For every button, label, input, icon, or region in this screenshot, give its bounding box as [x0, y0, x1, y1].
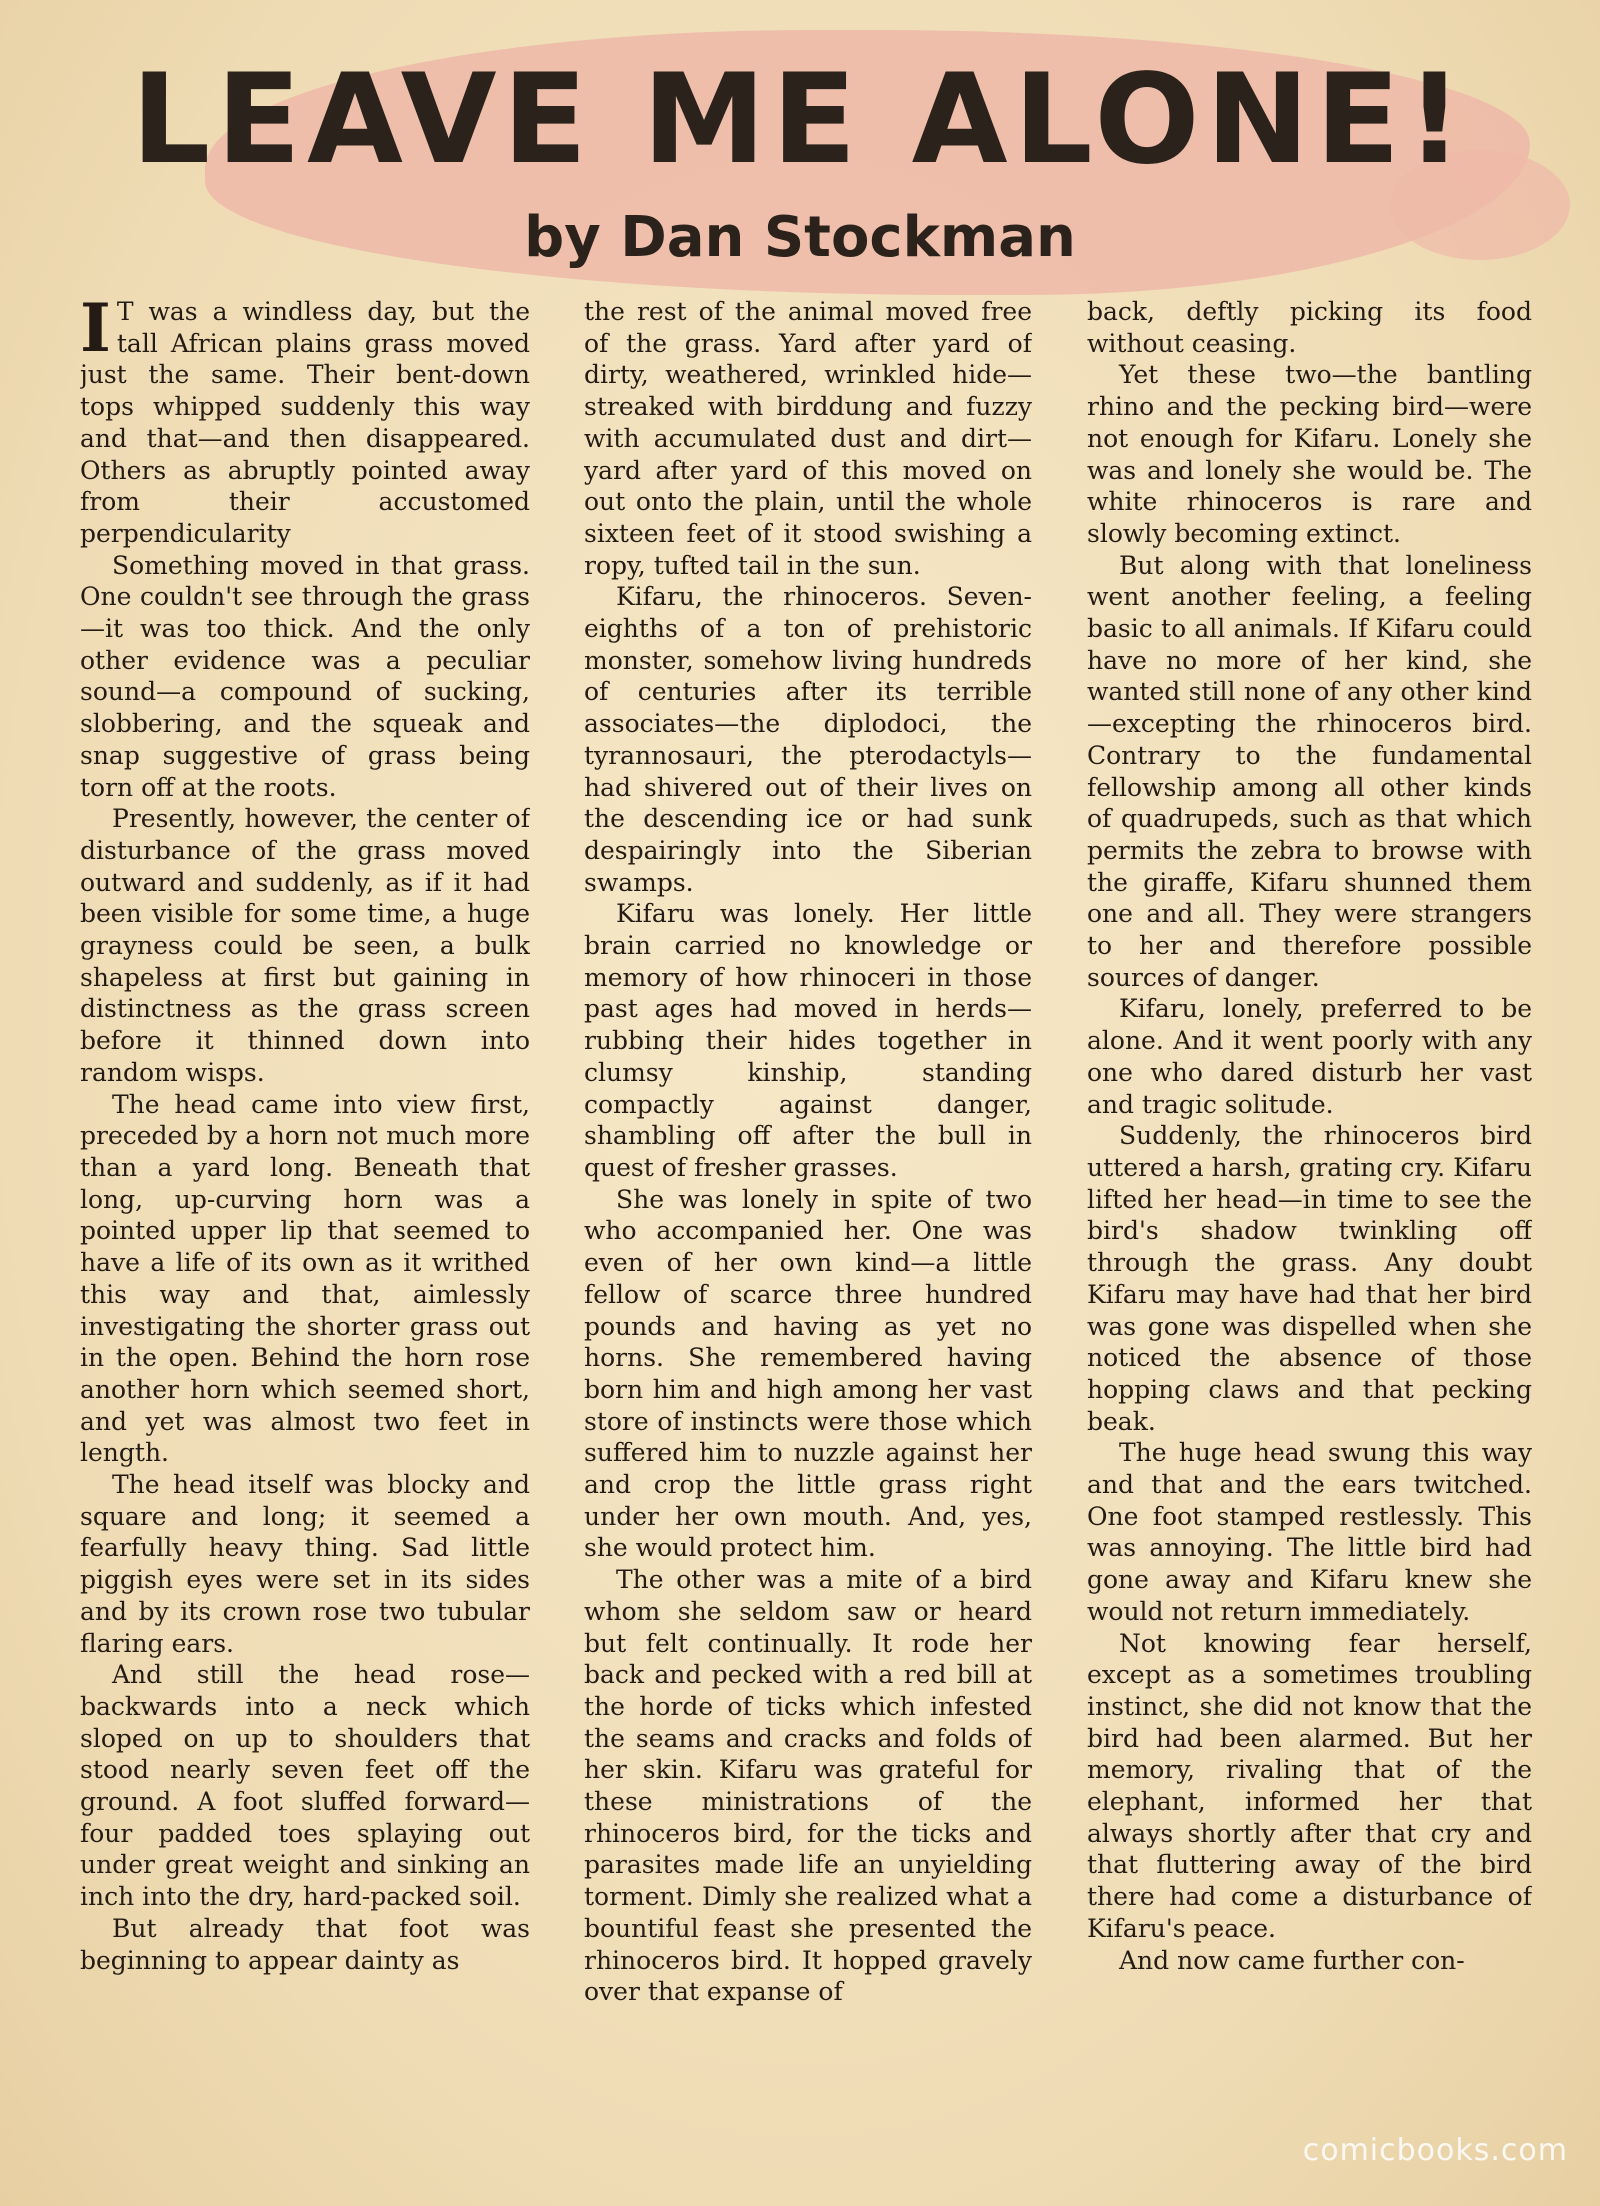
- paragraph: The other was a mite of a bird whom she seldom saw or heard but felt continually. It rode her back and pecked with a red bill at the horde of ticks which infested the seams and cracks and folds of her skin. Kifaru was grateful for these ministrations of the rhinoceros bird, for the ticks and parasites made life an unyielding torment. Dimly she realized what a bountiful feast she presented the rhinoceros bird. It hopped gravely over that expanse of: [584, 1565, 1032, 2007]
- paragraph: The head came into view first, preceded by a horn not much more than a yard long. Beneath that long, up-curving horn was a pointed upper lip that seemed to have a life of its own as it writhed this way and that, aimlessly investigating the shorter grass out in the open. Behind the horn rose another horn which seemed short, and yet was almost two feet in length.: [80, 1089, 530, 1468]
- paragraph: Something moved in that grass. One couldn't see through the grass—it was too thick. And the only other evidence was a peculiar sound—a compound of sucking, slobbering, and the squeak and snap suggestive of grass being torn off at the roots.: [80, 550, 530, 802]
- paragraph: The head itself was blocky and square and long; it seemed a fearfully heavy thing. Sad little piggish eyes were set in its sides and by its crown rose two tubular flaring ears.: [80, 1470, 530, 1658]
- paragraph: Yet these two—the bantling rhino and the pecking bird—were not enough for Kifaru. Lonely she was and lonely she would be. The white rhinoceros is rare and slowly becoming extinct.: [1087, 360, 1532, 548]
- paragraph: She was lonely in spite of two who accompanied her. One was even of her own kind—a little fellow of scarce three hundred pounds and having as yet no horns. She remembered having born him and high among her vast store of instincts were those which suffered him to nuzzle against her and crop the little grass right under her own mouth. And, yes, she would protect him.: [584, 1184, 1032, 1563]
- text-column-3: [1087, 296, 1532, 2108]
- paragraph: Kifaru, the rhinoceros. Seven-eighths of a ton of prehistoric monster, somehow living hundreds of centuries after its terrible associates—the diplodoci, the tyrannosauri, the pterodactyls—had shivered out of their lives on the descending ice or had sunk despairingly into the Siberian swamps.: [584, 582, 1032, 897]
- paragraph: Suddenly, the rhinoceros bird uttered a harsh, grating cry. Kifaru lifted her head—in time to see the bird's shadow twinkling off through the grass. Any doubt Kifaru may have had that her bird was gone was dispelled when she noticed the absence of those hopping claws and that pecking beak.: [1087, 1121, 1532, 1436]
- paragraph: The huge head swung this way and that and the ears twitched. One foot stamped restlessly. This was annoying. The little bird had gone away and Kifaru knew she would not return immediately.: [1087, 1438, 1532, 1626]
- paragraph-continued: the rest of the animal moved free of the grass. Yard after yard of dirty, weathered, wrinkled hide—streaked with birddung and fuzzy with accumulated dust and dirt—yard after yard of this moved on out onto the plain, until the whole sixteen feet of it stood swishing a ropy, tufted tail in the sun.: [584, 297, 1032, 580]
- paragraph: But along with that loneliness went another feeling, a feeling basic to all animals. If Kifaru could have no more of her kind, she wanted still none of any other kind—excepting the rhinoceros bird. Contrary to the fundamental fellowship among all other kinds of quadrupeds, such as that which permits the zebra to browse with the giraffe, Kifaru shunned them one and all. They were strangers to her and therefore possible sources of danger.: [1087, 550, 1532, 992]
- text-column-2: [584, 296, 1032, 2108]
- paragraph: And still the head rose—backwards into a neck which sloped on up to shoulders that stood nearly seven feet off the ground. A foot sluffed forward—four padded toes splaying out under great weight and sinking an inch into the dry, hard-packed soil.: [80, 1660, 530, 1912]
- paragraph: But already that foot was beginning to appear dainty as: [80, 1913, 530, 1975]
- paragraph-continued: back, deftly picking its food without ceasing.: [1087, 297, 1532, 358]
- story-byline: by Dan Stockman: [524, 205, 1076, 270]
- paragraph-1: [80, 296, 530, 550]
- drop-cap: I: [80, 296, 111, 367]
- paragraph: Not knowing fear herself, except as a sometimes troubling instinct, she did not know that the bird had been alarmed. But her memory, rivaling that of the elephant, informed her that always shortly after that cry and that fluttering away of the bird there had come a disturbance of Kifaru's peace.: [1087, 1628, 1532, 1943]
- story-title: LEAVE ME ALONE!: [131, 48, 1469, 192]
- text-column-1: [80, 296, 530, 2108]
- paragraph: And now came further con-: [1119, 1945, 1465, 1975]
- paragraph: Presently, however, the center of disturbance of the grass moved outward and suddenly, as if it had been visible for some time, a huge grayness could be seen, a bulk shapeless at first but gaining in distinctness as the grass screen before it thinned down into random wisps.: [80, 804, 530, 1087]
- paragraph: Kifaru was lonely. Her little brain carried no knowledge or memory of how rhinoceri in those past ages had moved in herds—rubbing their hides together in clumsy kinship, standing compactly against danger, shambling off after the bull in quest of fresher grasses.: [584, 899, 1032, 1182]
- paragraph: Kifaru, lonely, preferred to be alone. And it went poorly with any one who dared disturb her vast and tragic solitude.: [1087, 994, 1532, 1119]
- paragraph-1-text: T was a windless day, but the tall African plains grass moved just the same. Their bent-down tops whipped suddenly this way and that—and then disappeared. Others as abruptly pointed away from their accustomed perpendicularity: [80, 297, 530, 548]
- watermark: comicbooks.com: [1302, 2133, 1568, 2168]
